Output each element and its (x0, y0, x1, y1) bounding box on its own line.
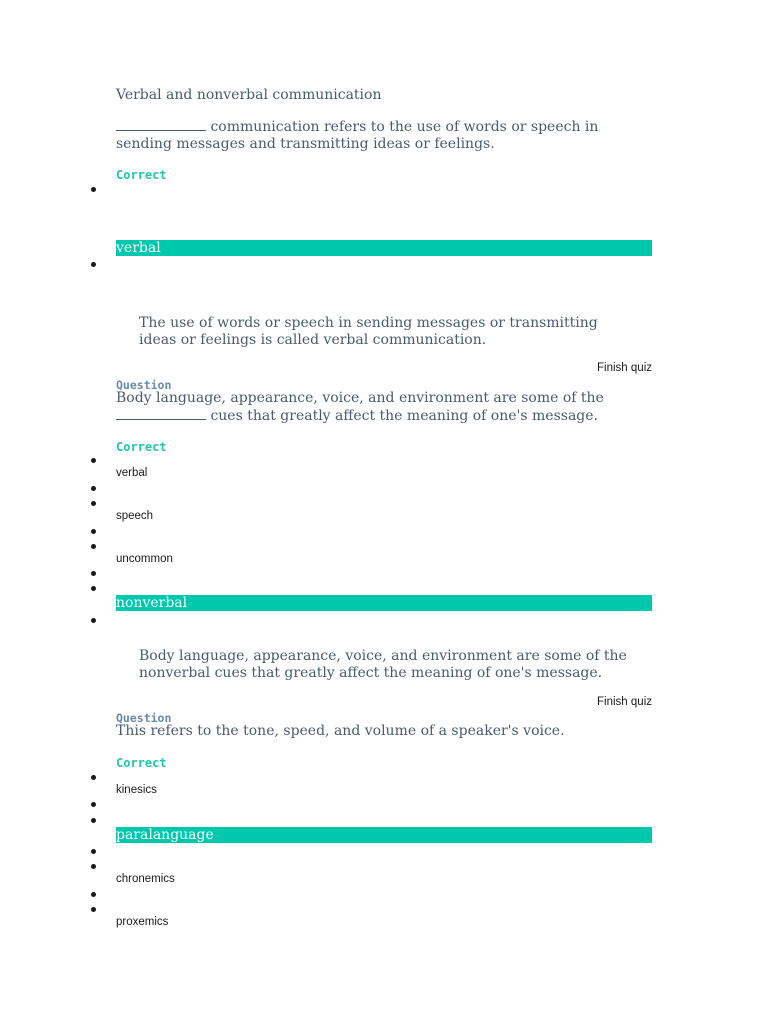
question-2-option[interactable]: speech (116, 510, 154, 522)
list-bullet (91, 818, 96, 823)
question-2-selected-answer[interactable]: nonverbal (116, 595, 652, 611)
question-3-selected-answer[interactable]: paralanguage (116, 827, 652, 843)
page-title: Verbal and nonverbal communication (116, 87, 382, 103)
question-2-label: Question (116, 378, 172, 392)
answer-blank (116, 407, 206, 420)
list-bullet (91, 775, 96, 780)
question-2-option[interactable]: verbal (116, 467, 148, 479)
finish-quiz-link[interactable]: Finish quiz (597, 696, 652, 708)
question-2-status: Correct (116, 440, 167, 454)
list-bullet (91, 187, 96, 192)
question-2-option[interactable]: uncommon (116, 553, 173, 565)
finish-quiz-link[interactable]: Finish quiz (597, 362, 652, 374)
list-bullet (91, 529, 96, 534)
question-1-status: Correct (116, 168, 167, 182)
question-1-explanation: The use of words or speech in sending messages or transmitting ideas or feelings is called verbal communication. (139, 315, 598, 348)
question-2-text: Body language, appearance, voice, and environment are some of the cues that greatly affect the meaning of one's message. (116, 390, 604, 424)
question-3-text: This refers to the tone, speed, and volume of a speaker's voice. (116, 723, 565, 739)
question-3-label: Question (116, 711, 172, 725)
list-bullet (91, 586, 96, 591)
list-bullet (91, 571, 96, 576)
list-bullet (91, 618, 96, 623)
question-1-selected-answer[interactable]: verbal (116, 240, 652, 256)
list-bullet (91, 892, 96, 897)
list-bullet (91, 486, 96, 491)
question-3-status: Correct (116, 756, 167, 770)
question-3-option[interactable]: kinesics (116, 784, 157, 796)
list-bullet (91, 864, 96, 869)
list-bullet (91, 849, 96, 854)
list-bullet (91, 501, 96, 506)
question-2-explanation: Body language, appearance, voice, and environment are some of the nonverbal cues that greatly affect the meaning of one's message. (139, 648, 627, 681)
list-bullet (91, 802, 96, 807)
question-3-option[interactable]: proxemics (116, 916, 169, 928)
list-bullet (91, 262, 96, 267)
list-bullet (91, 544, 96, 549)
answer-blank (116, 118, 206, 131)
list-bullet (91, 907, 96, 912)
question-1-text: communication refers to the use of words or speech in sending messages and transmitting ideas or feelings. (116, 119, 599, 152)
question-3-option[interactable]: chronemics (116, 873, 175, 885)
list-bullet (91, 458, 96, 463)
